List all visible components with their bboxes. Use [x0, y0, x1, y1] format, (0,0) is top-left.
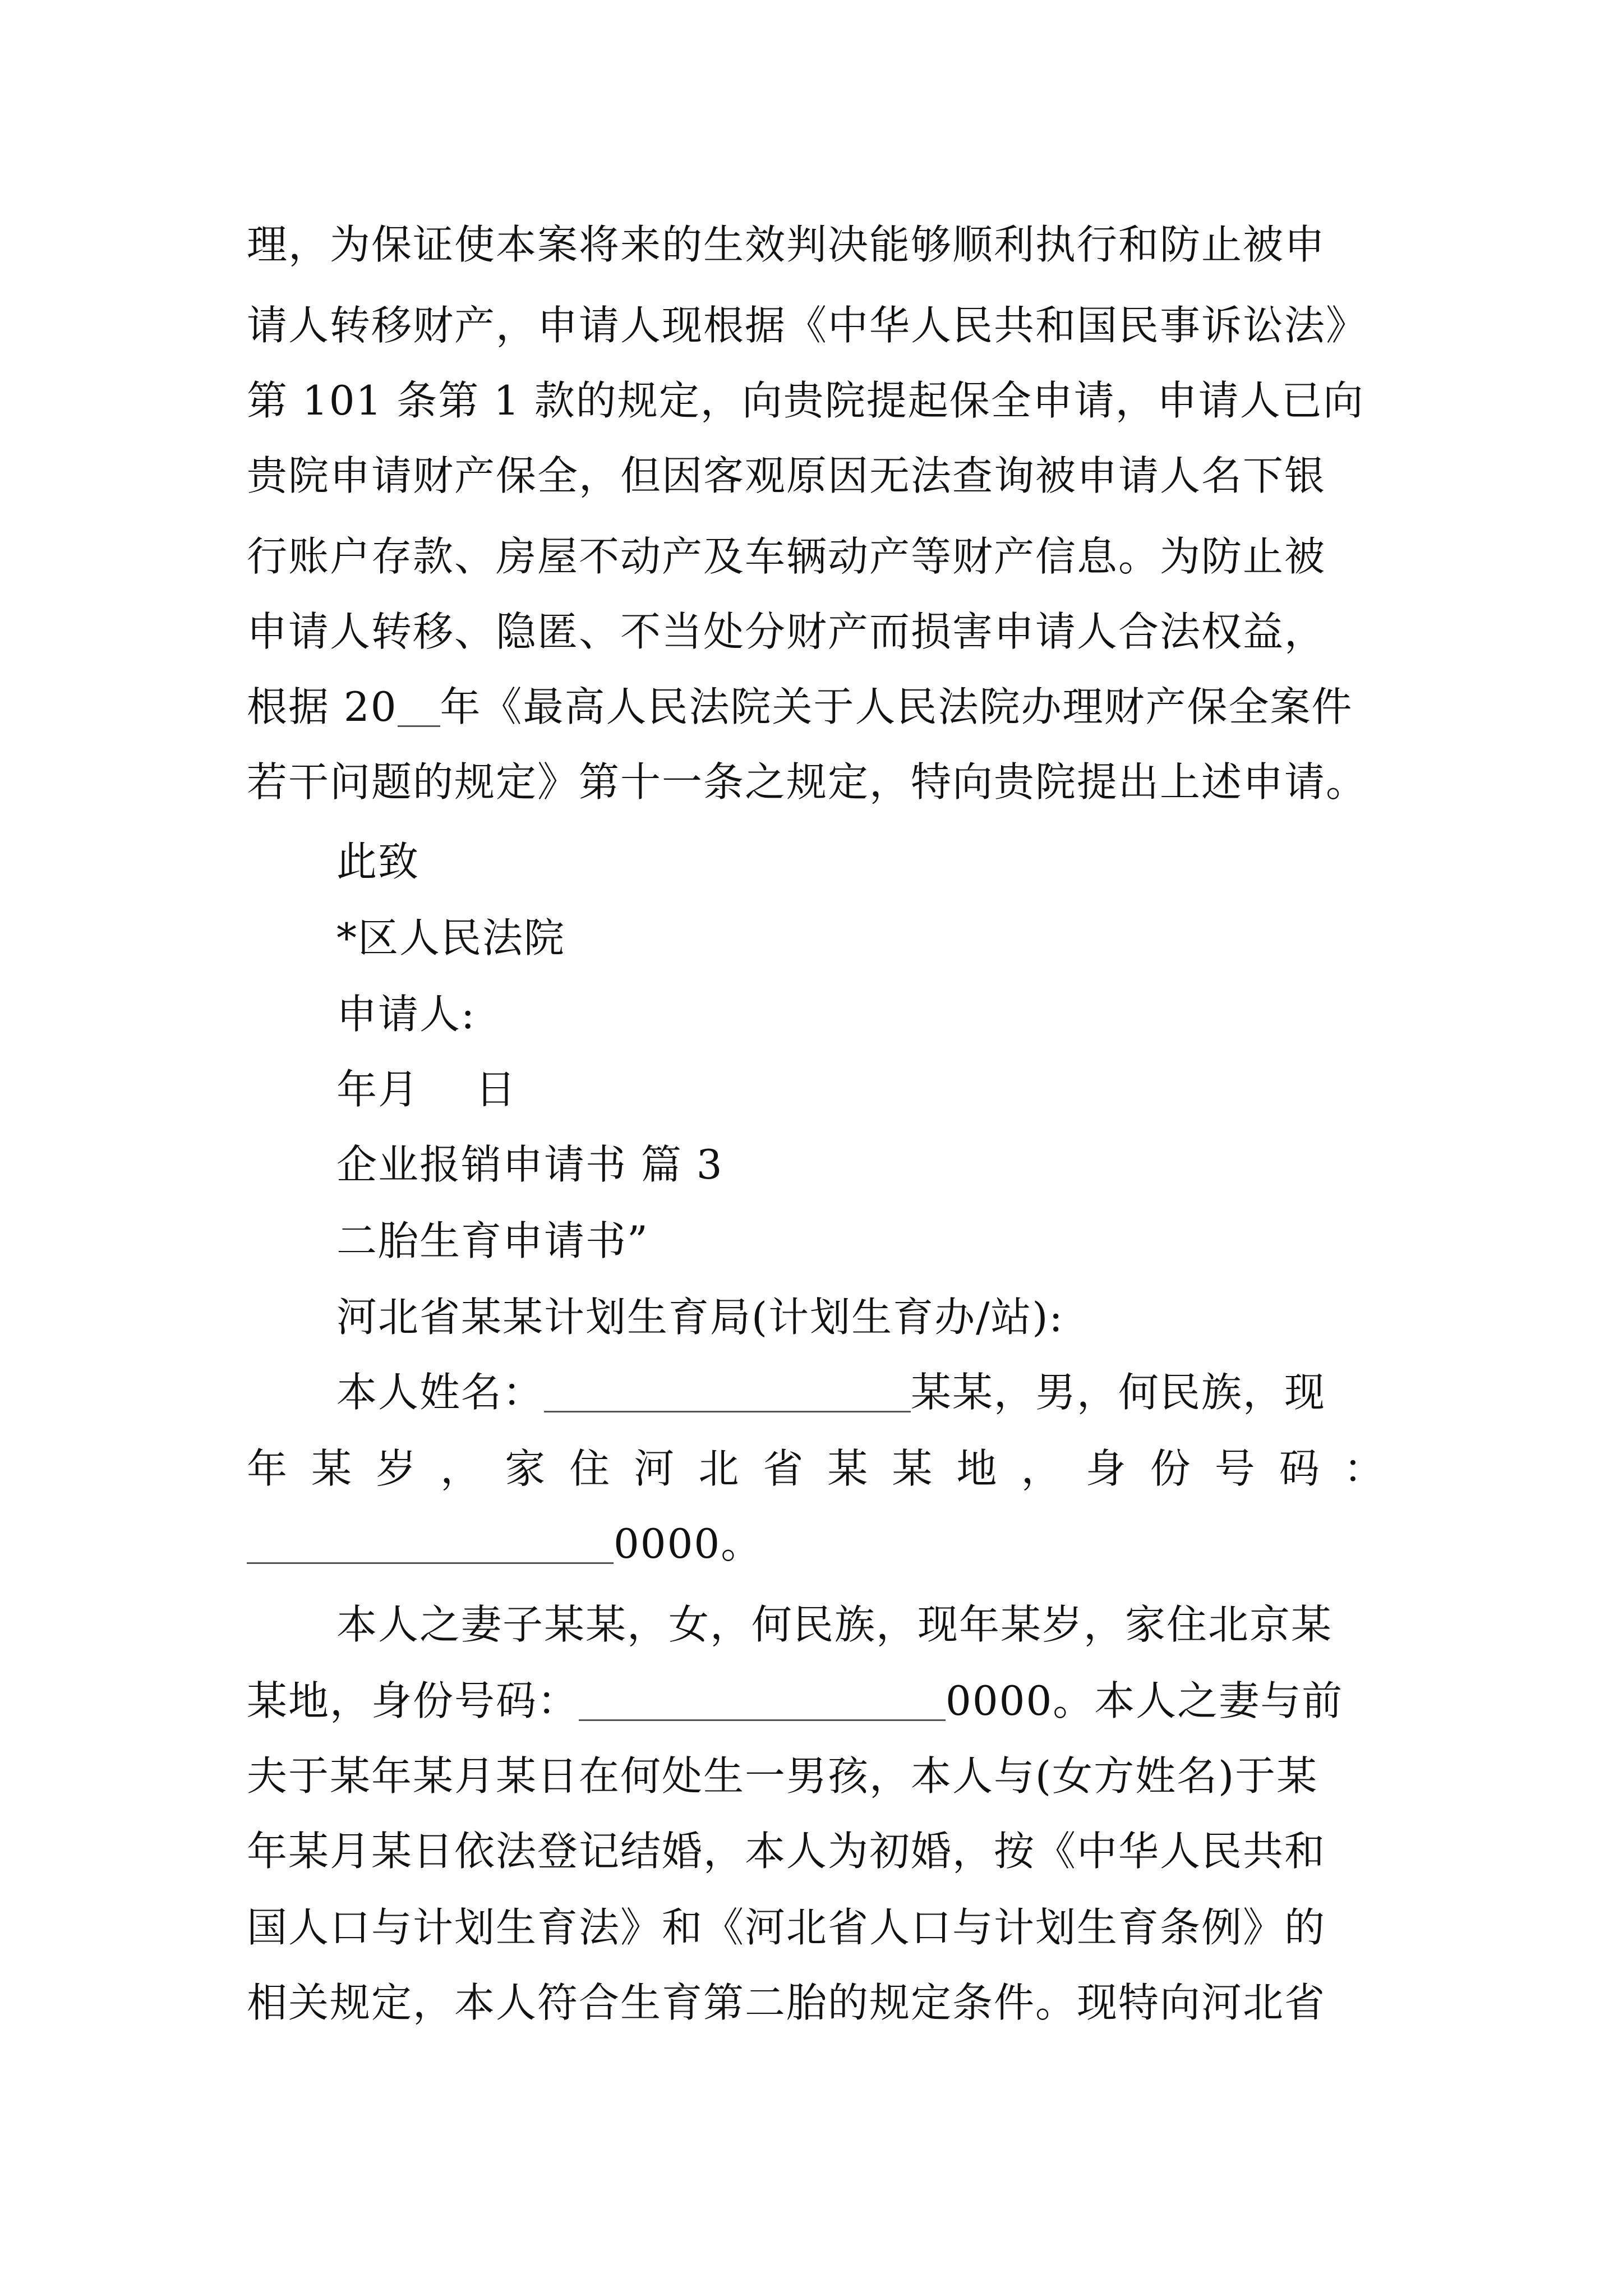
char: ，: [440, 1445, 482, 1492]
blank-field: [579, 1685, 946, 1721]
paragraph-line: 若干问题的规定》第十一条之规定，特向贵院提出上述申请。: [247, 758, 1368, 806]
char: 某: [892, 1445, 934, 1492]
char: 家: [505, 1445, 547, 1492]
char: 身: [1085, 1445, 1127, 1492]
blank-field: [544, 1376, 911, 1412]
char: ，: [1021, 1445, 1063, 1492]
section-heading: 企业报销申请书 篇 3: [336, 1141, 723, 1188]
char: 年: [247, 1445, 289, 1492]
text-segment: 根据 20: [247, 683, 398, 730]
court-name: *区人民法院: [336, 914, 566, 961]
char: 省: [763, 1445, 805, 1492]
char: 号: [1214, 1445, 1256, 1492]
justified-line: [247, 1445, 1385, 1492]
char: 河: [634, 1445, 676, 1492]
paragraph-line: 理，为保证使本案将来的生效判决能够顺利执行和防止被申: [247, 221, 1326, 268]
text-segment: 0000。: [614, 1520, 763, 1567]
char: 住: [569, 1445, 611, 1492]
char: 某: [311, 1445, 353, 1492]
paragraph-line: 请人转移财产，申请人现根据《中华人民共和国民事诉讼法》: [247, 302, 1368, 349]
text-segment: 年《最高人民法院关于人民法院办理财产保全案件: [440, 683, 1353, 730]
paragraph-line: 年某月某日依法登记结婚，本人为初婚，按《中华人民共和: [247, 1828, 1326, 1875]
char: 份: [1150, 1445, 1192, 1492]
paragraph-line: 本人之妻子某某，女，何民族，现年某岁，家住北京某: [336, 1601, 1333, 1648]
paragraph-line: [336, 1369, 1385, 1416]
paragraph-line: [247, 683, 1385, 730]
paragraph-line: 夫于某年某月某日在何处生一男孩，本人与(女方姓名)于某: [247, 1752, 1318, 1800]
salutation: 此致: [336, 838, 420, 885]
sub-heading: 二胎生育申请书”: [336, 1217, 649, 1264]
paragraph-line: 国人口与计划生育法》和《河北省人口与计划生育条例》的: [247, 1904, 1326, 1951]
char: 码: [1279, 1445, 1321, 1492]
text-segment: 0000。本人之妻与前: [946, 1677, 1344, 1724]
paragraph-line: [247, 1520, 1385, 1567]
paragraph-line: 行账户存款、房屋不动产及车辆动产等财产信息。为防止被: [247, 533, 1326, 580]
text-segment: 某某，男，何民族，现: [911, 1369, 1326, 1416]
addressee: 河北省某某计划生育局(计划生育办/站):: [336, 1294, 1064, 1341]
text-segment: 本人姓名：: [336, 1369, 545, 1416]
char: 地: [956, 1445, 998, 1492]
paragraph-line: 第 101 条第 1 款的规定，向贵院提起保全申请，申请人已向: [247, 377, 1364, 424]
char: ：: [1343, 1445, 1385, 1492]
blank-field: [247, 1527, 614, 1564]
paragraph-line: [247, 1677, 1385, 1724]
paragraph-line: 贵院申请财产保全，但因客观原因无法查询被申请人名下银: [247, 452, 1326, 499]
paragraph-line: 相关规定，本人符合生育第二胎的规定条件。现特向河北省: [247, 1979, 1326, 2026]
applicant-label: 申请人:: [336, 991, 476, 1038]
char: 北: [698, 1445, 740, 1492]
blank-field: [398, 691, 440, 727]
paragraph-line: 申请人转移、隐匿、不当处分财产而损害申请人合法权益，: [247, 608, 1326, 655]
char: 某: [827, 1445, 869, 1492]
char: 岁: [376, 1445, 418, 1492]
date-label: 年月 日: [336, 1066, 517, 1113]
text-segment: 某地，身份号码：: [247, 1677, 579, 1724]
